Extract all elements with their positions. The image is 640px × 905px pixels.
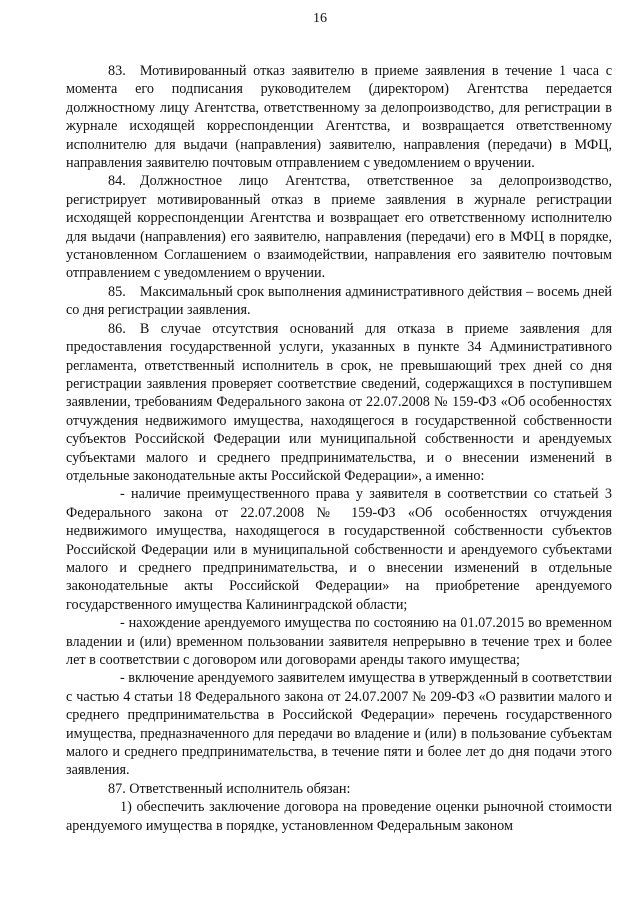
paragraph-83: 83. Мотивированный отказ заявителю в приеме заявления в течение 1 часа с момента его подписания руководителем (директором) Агентства передается должностному лицу Агентства, ответственному за делопроизводство, для регистрации в журнале исходящей корреспонденции Агентства, и возвращается ответственному исполнителю для выдачи (направления) заявителю, направления (передачи) в МФЦ, направления заявителю почтовым отправлением с уведомлением о вручении. — [66, 63, 612, 172]
paragraph-87: 87. Ответственный исполнитель обязан: — [108, 780, 351, 797]
document-body — [66, 62, 612, 835]
page-number: 16 — [313, 11, 327, 26]
list-item-valuation: 1) обеспечить заключение договора на проведение оценки рыночной стоимости арендуемого имущества в порядке, установленном Федеральным законом — [66, 799, 612, 834]
paragraph-84: 84. Должностное лицо Агентства, ответственное за делопроизводство, регистрирует мотивированный отказ в приеме заявления в журнале регистрации исходящей корреспонденции Агентства и возвращает его ответственному исполнителю для выдачи (направления) его заявителю, направления (передачи) его в МФЦ в порядке, установленном Соглашением о взаимодействии, направления его заявителю почтовым отправлением с уведомлением о вручении. — [66, 173, 612, 282]
list-item-preemptive-right: - наличие преимущественного права у заявителя в соответствии со статьей 3 Федерального закона от 22.07.2008 № 159-ФЗ «Об особенностях отчуждения недвижимого имущества, находящегося в государственной собственности субъектов Российской Федерации или в муниципальной собственности и арендуемого субъектами малого и среднего предпринимательства, и о внесении изменений в отдельные законодательные акты Российской Федерации» на приобретение арендуемого государственного имущества Калининградской области; — [66, 486, 612, 613]
paragraph-86: 86. В случае отсутствия оснований для отказа в приеме заявления для предоставления государственной услуги, указанных в пункте 34 Административного регламента, ответственный исполнитель в срок, не превышающий трех дней со дня регистрации заявления проверяет соответствие сведений, содержащихся в поступившем заявлении, требованиям Федерального закона от 22.07.2008 № 159-ФЗ «Об особенностях отчуждения недвижимого имущества, находящегося в государственной собственности субъектов Российской Федерации или муниципальной собственности и арендуемых субъектами малого и среднего предпринимательства, и о внесении изменений в отдельные законодательные акты Российской Федерации», а именно: — [66, 320, 612, 484]
paragraph-85: 85. Максимальный срок выполнения административного действия – восемь дней со дня регистрации заявления. — [66, 283, 612, 319]
list-item-inclusion: - включение арендуемого заявителем имущества в утвержденный в соответствии с частью 4 статьи 18 Федерального закона от 24.07.2007 № 209-ФЗ «О развитии малого и среднего предпринимательства в Российской Федерации» перечень государственного имущества, предназначенного для передачи во владение и (или) в пользование субъектам малого и среднего предпринимательства, в течение пяти и более лет до дня подачи этого заявления. — [66, 670, 612, 779]
list-item-possession: - нахождение арендуемого имущества по состоянию на 01.07.2015 во временном владении и (или) временном пользовании заявителя непрерывно в течение трех и более лет в соответствии с договором или договорами аренды такого имущества; — [66, 615, 612, 668]
